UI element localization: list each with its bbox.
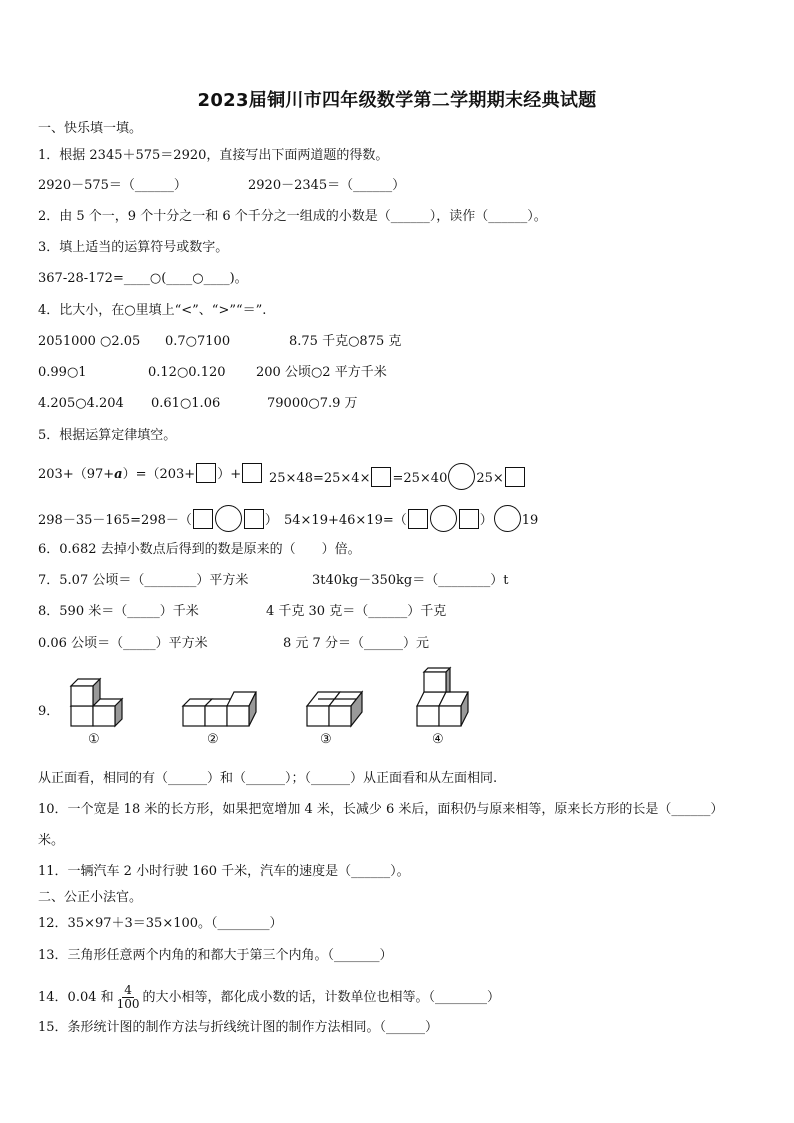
cube-figure-3 (300, 688, 370, 730)
question-8-c: 0.06 公顷＝（_____）平方米 (38, 636, 208, 651)
cube-figure-2 (176, 688, 266, 730)
question-5: 5．根据运算定律填空。 (38, 428, 177, 443)
question-10-line-2: 米。 (38, 833, 65, 848)
answer-circle[interactable] (430, 505, 457, 532)
compare-item: 0.12○0.120 (148, 365, 226, 380)
figure-label: ② (207, 732, 219, 747)
fraction (117, 984, 140, 1011)
expr-text: 298－35－165=298－（ (38, 513, 192, 528)
expr-text: ） (479, 513, 493, 528)
fraction-denominator: 100 (116, 997, 140, 1011)
question-4: 4．比大小，在○里填上“<”、“>”“＝”. (38, 303, 267, 318)
question-2: 2．由 5 个一，9 个十分之一和 6 个千分之一组成的小数是（______），读作（______）。 (38, 209, 547, 224)
question-6: 6．0.682 去掉小数点后得到的数是原来的（ ）倍。 (38, 542, 361, 557)
question-15: 15．条形统计图的制作方法与折线统计图的制作方法相同。（______） (38, 1020, 439, 1035)
expr-text: ）=（203+ (122, 467, 196, 482)
question-1-a: 2920－575＝（______） (38, 178, 187, 193)
answer-box[interactable] (242, 463, 262, 483)
question-3-expression: 367-28-172=____○(____○____)。 (38, 271, 248, 286)
compare-item: 8.75 千克○875 克 (289, 334, 402, 349)
answer-box[interactable] (244, 509, 264, 529)
expr-text: =25×40 (392, 471, 448, 486)
question-11: 11．一辆汽车 2 小时行驶 160 千米，汽车的速度是（______）。 (38, 864, 410, 879)
question-8-b: 4 千克 30 克＝（______）千克 (266, 604, 447, 619)
answer-box[interactable] (371, 467, 391, 487)
compare-item: 200 公顷○2 平方千米 (256, 365, 387, 380)
answer-box[interactable] (408, 509, 428, 529)
answer-circle[interactable] (448, 463, 475, 490)
section-1-heading: 一、快乐填一填。 (38, 121, 143, 136)
question-8-d: 8 元 7 分＝（______）元 (283, 636, 429, 651)
answer-box[interactable] (459, 509, 479, 529)
compare-item: 0.99○1 (38, 365, 87, 380)
expr-text: 25× (476, 471, 504, 486)
answer-box[interactable] (505, 467, 525, 487)
figure-label: ① (88, 732, 100, 747)
question-7-b: 3t40kg－350kg＝（________）t (312, 573, 509, 588)
question-7-a: 7．5.07 公顷＝（________）平方米 (38, 573, 249, 588)
compare-item: 79000○7.9 万 (267, 396, 358, 411)
answer-circle[interactable] (494, 505, 521, 532)
answer-box[interactable] (196, 463, 216, 483)
compare-item: 0.61○1.06 (151, 396, 221, 411)
answer-box[interactable] (193, 509, 213, 529)
expr-text: ） (264, 513, 278, 528)
question-9-text: 从正面看，相同的有（______）和（______）；（______）从正面看和从左面相同. (38, 771, 498, 786)
expr-text: ）+ (217, 467, 242, 482)
question-13: 13．三角形任意两个内角的和都大于第三个内角。（_______） (38, 948, 393, 963)
expr-text: 203+（97+ (38, 467, 115, 482)
compare-item: 0.7○7100 (165, 334, 231, 349)
question-5-row-2a (38, 505, 278, 532)
question-5-row-1a (38, 463, 263, 483)
answer-circle[interactable] (215, 505, 242, 532)
compare-item: 2051000 ○2.05 (38, 334, 141, 349)
question-8-a: 8．590 米＝（_____）千米 (38, 604, 199, 619)
figure-label: ④ (432, 732, 444, 747)
cube-figure-1 (64, 672, 134, 730)
figure-label: ③ (320, 732, 332, 747)
question-5-row-1b (269, 463, 526, 490)
section-2-heading: 二、公正小法官。 (38, 890, 143, 905)
question-14 (38, 984, 500, 1011)
q14-pre: 14．0.04 和 (38, 990, 114, 1005)
fraction-numerator: 4 (124, 983, 132, 997)
q14-post: 的大小相等，都化成小数的话，计数单位也相等。（________） (142, 990, 501, 1005)
expr-text: 25×48=25×4× (269, 471, 371, 486)
question-10-line-1: 10．一个宽是 18 米的长方形，如果把宽增加 4 米，长减少 6 米后，面积仍与原来相等，原来长方形的长是（______） (38, 802, 724, 817)
question-9-number: 9． (38, 704, 60, 719)
expr-text: 19 (521, 513, 539, 528)
variable-a: a (114, 467, 123, 482)
question-3: 3．填上适当的运算符号或数字。 (38, 240, 229, 255)
compare-item: 4.205○4.204 (38, 396, 124, 411)
question-5-row-2b (284, 505, 538, 532)
cube-figure-4 (410, 664, 480, 730)
expr-text: 54×19+46×19=（ (284, 513, 407, 528)
question-12: 12．35×97＋3＝35×100。（________） (38, 916, 283, 931)
page-title: 2023届铜川市四年级数学第二学期期末经典试题 (197, 90, 597, 111)
question-1-b: 2920－2345＝（______） (248, 178, 406, 193)
question-1: 1．根据 2345＋575＝2920，直接写出下面两道题的得数。 (38, 148, 389, 163)
